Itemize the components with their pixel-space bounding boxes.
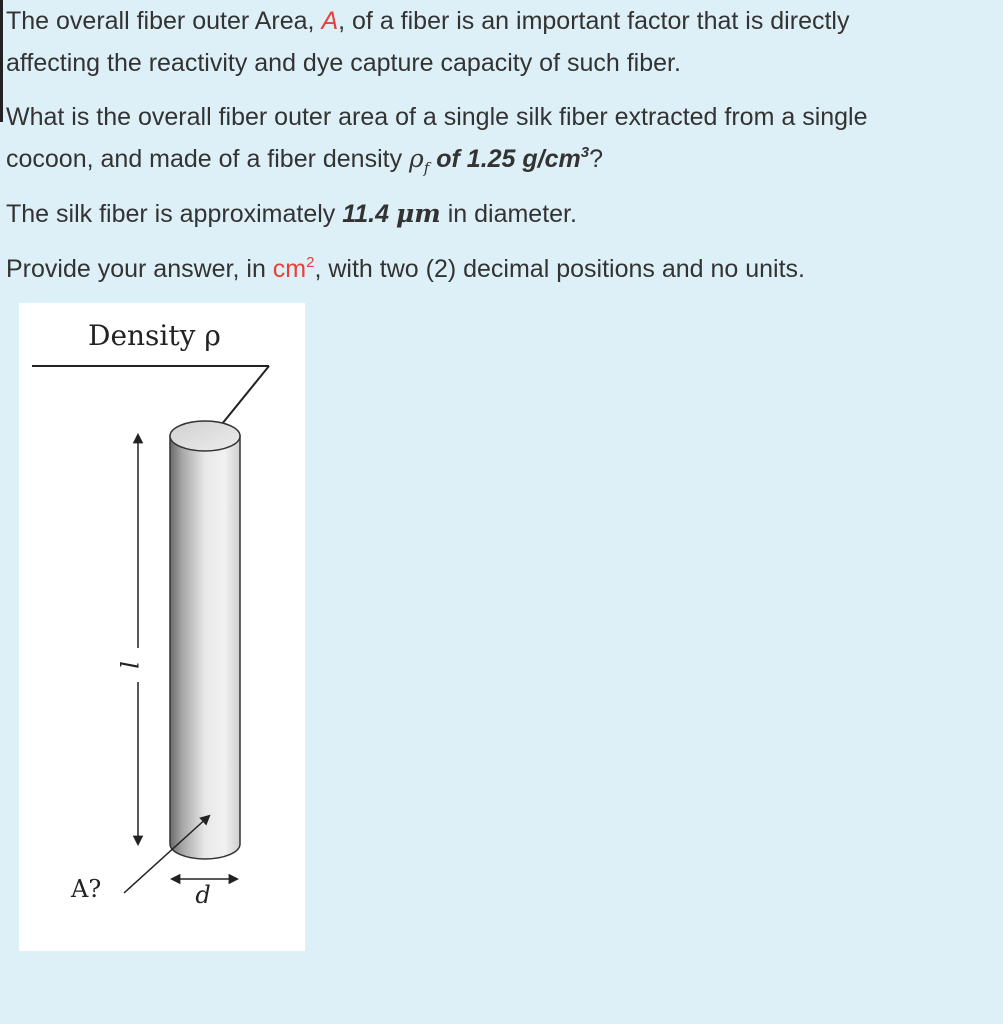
instruction-text-end: , with two (2) decimal positions and no units.	[314, 255, 805, 283]
question-mark: ?	[589, 145, 603, 173]
left-border-rule	[0, 0, 3, 122]
fiber-figure	[19, 303, 305, 951]
question-line-1: What is the overall fiber outer area of a single silk fiber extracted from a single	[6, 103, 868, 131]
intro-text-end: , of a fiber is an important factor that is directly	[338, 7, 850, 35]
intro-line-2: affecting the reactivity and dye capture capacity of such fiber.	[6, 49, 681, 77]
diameter-paragraph	[6, 193, 577, 235]
instruction-text-start: Provide your answer, in	[6, 255, 273, 283]
fiber-cylinder-body	[170, 436, 240, 859]
intro-paragraph	[6, 0, 849, 84]
area-variable: A	[321, 7, 339, 35]
question-line-2-start: cocoon, and made of a fiber density	[6, 145, 410, 173]
instruction-paragraph	[6, 248, 805, 290]
diameter-label: d	[195, 881, 211, 909]
fiber-diagram	[19, 303, 305, 951]
density-label: Density ρ	[88, 319, 221, 352]
intro-text-start: The overall fiber outer Area,	[6, 7, 322, 35]
diameter-text-start: The silk fiber is approximately	[6, 200, 343, 228]
diameter-text-end: in diameter.	[440, 200, 577, 228]
area-label: A?	[71, 875, 102, 903]
question-paragraph	[6, 96, 868, 180]
answer-unit: $cm^2$	[272, 253, 315, 283]
diameter-unit: μm	[396, 199, 441, 228]
density-value: of 1.25 $g/cm^3$	[436, 143, 590, 173]
diameter-value: 11.4	[342, 200, 390, 228]
density-symbol: $\rho_f$	[409, 144, 430, 177]
fiber-cylinder-top	[170, 421, 240, 451]
length-label: l	[114, 661, 142, 669]
